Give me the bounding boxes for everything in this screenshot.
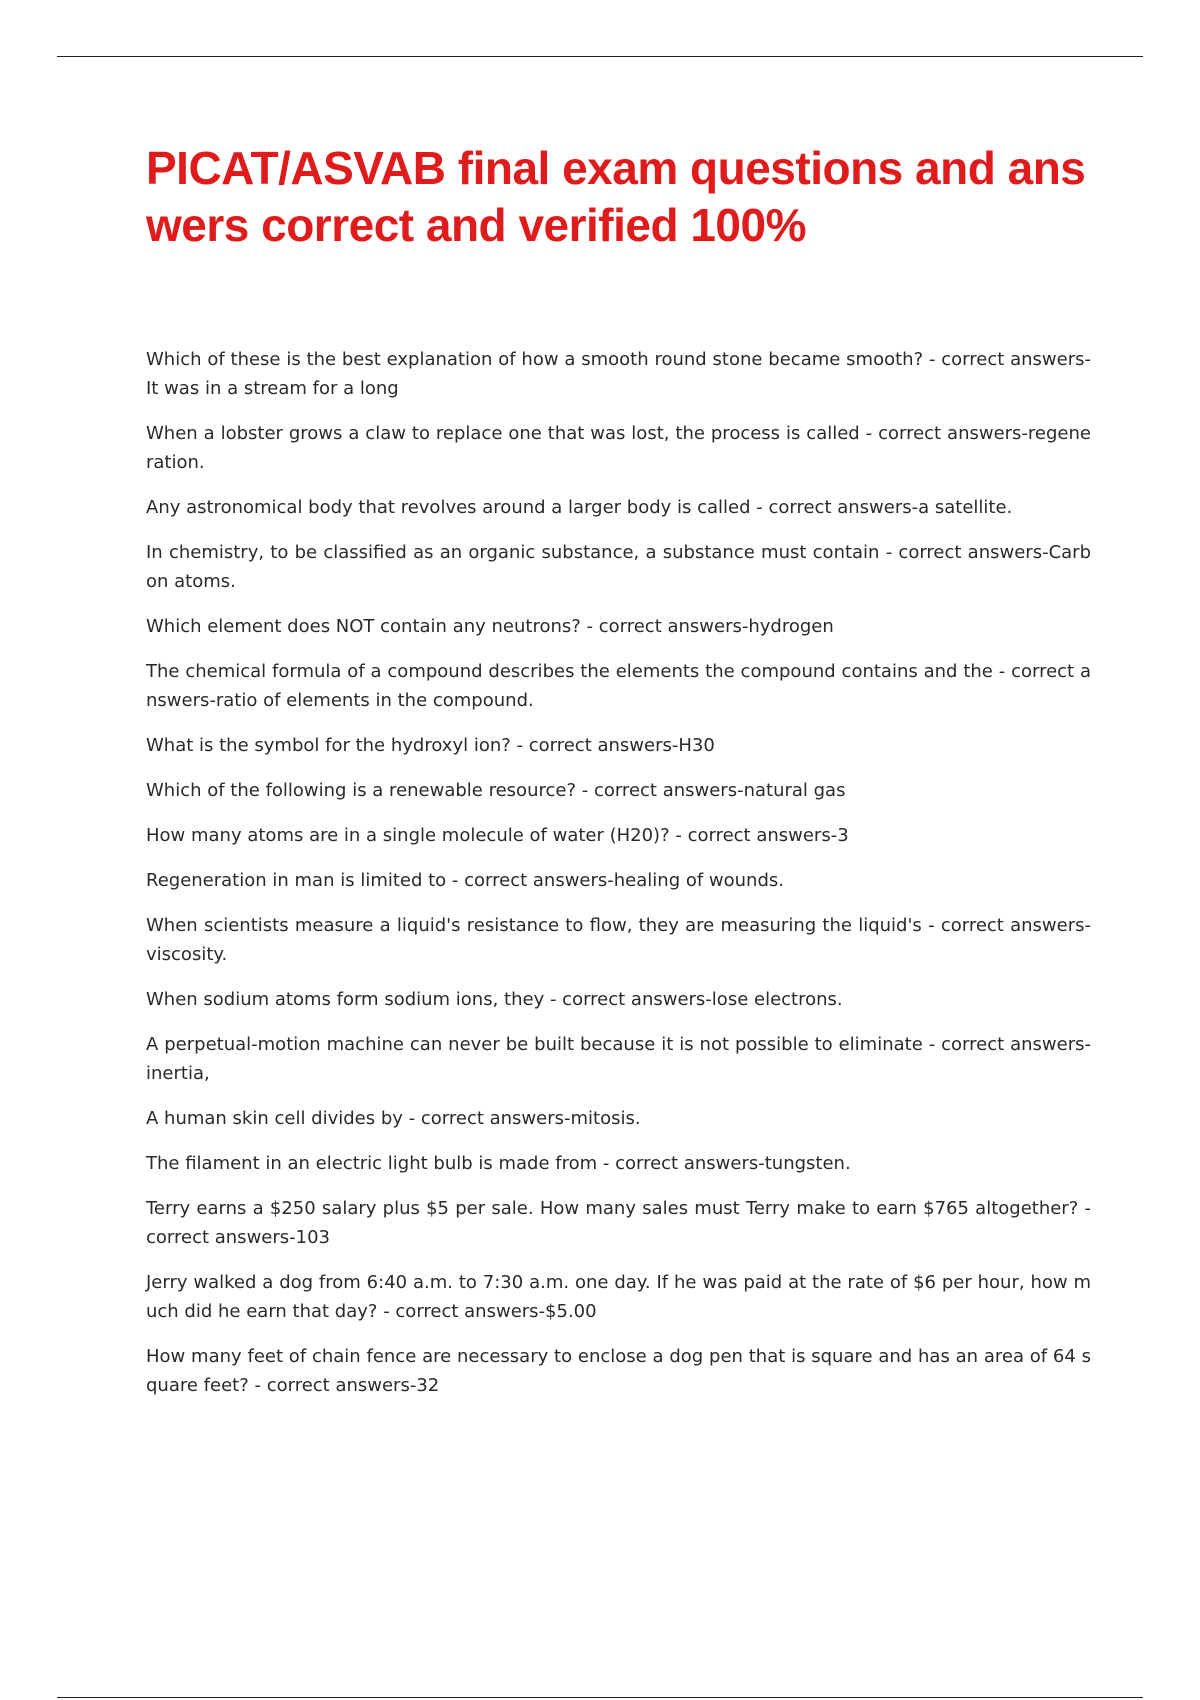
- qa-item: How many atoms are in a single molecule of water (H20)? - correct answers-3: [146, 825, 849, 846]
- qa-item: When sodium atoms form sodium ions, they - correct answers-lose electrons.: [146, 989, 843, 1010]
- qa-item: Terry earns a $250 salary plus $5 per sale. How many sales must Terry make to earn $765 altogether? - correct answers-103: [146, 1198, 1091, 1248]
- qa-item: Which element does NOT contain any neutrons? - correct answers-hydrogen: [146, 616, 834, 637]
- bottom-divider: [57, 1697, 1143, 1698]
- qa-item: The filament in an electric light bulb is made from - correct answers-tungsten.: [146, 1153, 851, 1174]
- qa-item: Regeneration in man is limited to - correct answers-healing of wounds.: [146, 870, 784, 891]
- top-divider: [57, 56, 1143, 57]
- qa-item: A human skin cell divides by - correct answers-mitosis.: [146, 1108, 641, 1129]
- qa-item: When scientists measure a liquid's resistance to flow, they are measuring the liquid's - correct answers-viscosity.: [146, 915, 1091, 965]
- qa-item: Jerry walked a dog from 6:40 a.m. to 7:30 a.m. one day. If he was paid at the rate of $6 per hour, how much did he earn that day? - correct answers-$5.00: [146, 1272, 1091, 1322]
- qa-item: When a lobster grows a claw to replace one that was lost, the process is called - correct answers-regeneration.: [146, 423, 1091, 473]
- qa-list: [146, 345, 1091, 1416]
- qa-item: What is the symbol for the hydroxyl ion? - correct answers-H30: [146, 735, 715, 756]
- document-title: PICAT/ASVAB final exam questions and answers correct and verified 100%: [146, 142, 1086, 251]
- qa-item: Which of these is the best explanation of how a smooth round stone became smooth? - correct answers-It was in a stream for a long: [146, 349, 1091, 399]
- qa-item: A perpetual-motion machine can never be built because it is not possible to eliminate - correct answers-inertia,: [146, 1034, 1091, 1084]
- qa-item: Any astronomical body that revolves around a larger body is called - correct answers-a satellite.: [146, 497, 1013, 518]
- qa-item: Which of the following is a renewable resource? - correct answers-natural gas: [146, 780, 846, 801]
- qa-item: The chemical formula of a compound describes the elements the compound contains and the - correct answers-ratio of elements in the compound.: [146, 661, 1091, 711]
- qa-item: How many feet of chain fence are necessary to enclose a dog pen that is square and has an area of 64 square feet? - correct answers-32: [146, 1346, 1091, 1396]
- qa-item: In chemistry, to be classified as an organic substance, a substance must contain - correct answers-Carbon atoms.: [146, 542, 1091, 592]
